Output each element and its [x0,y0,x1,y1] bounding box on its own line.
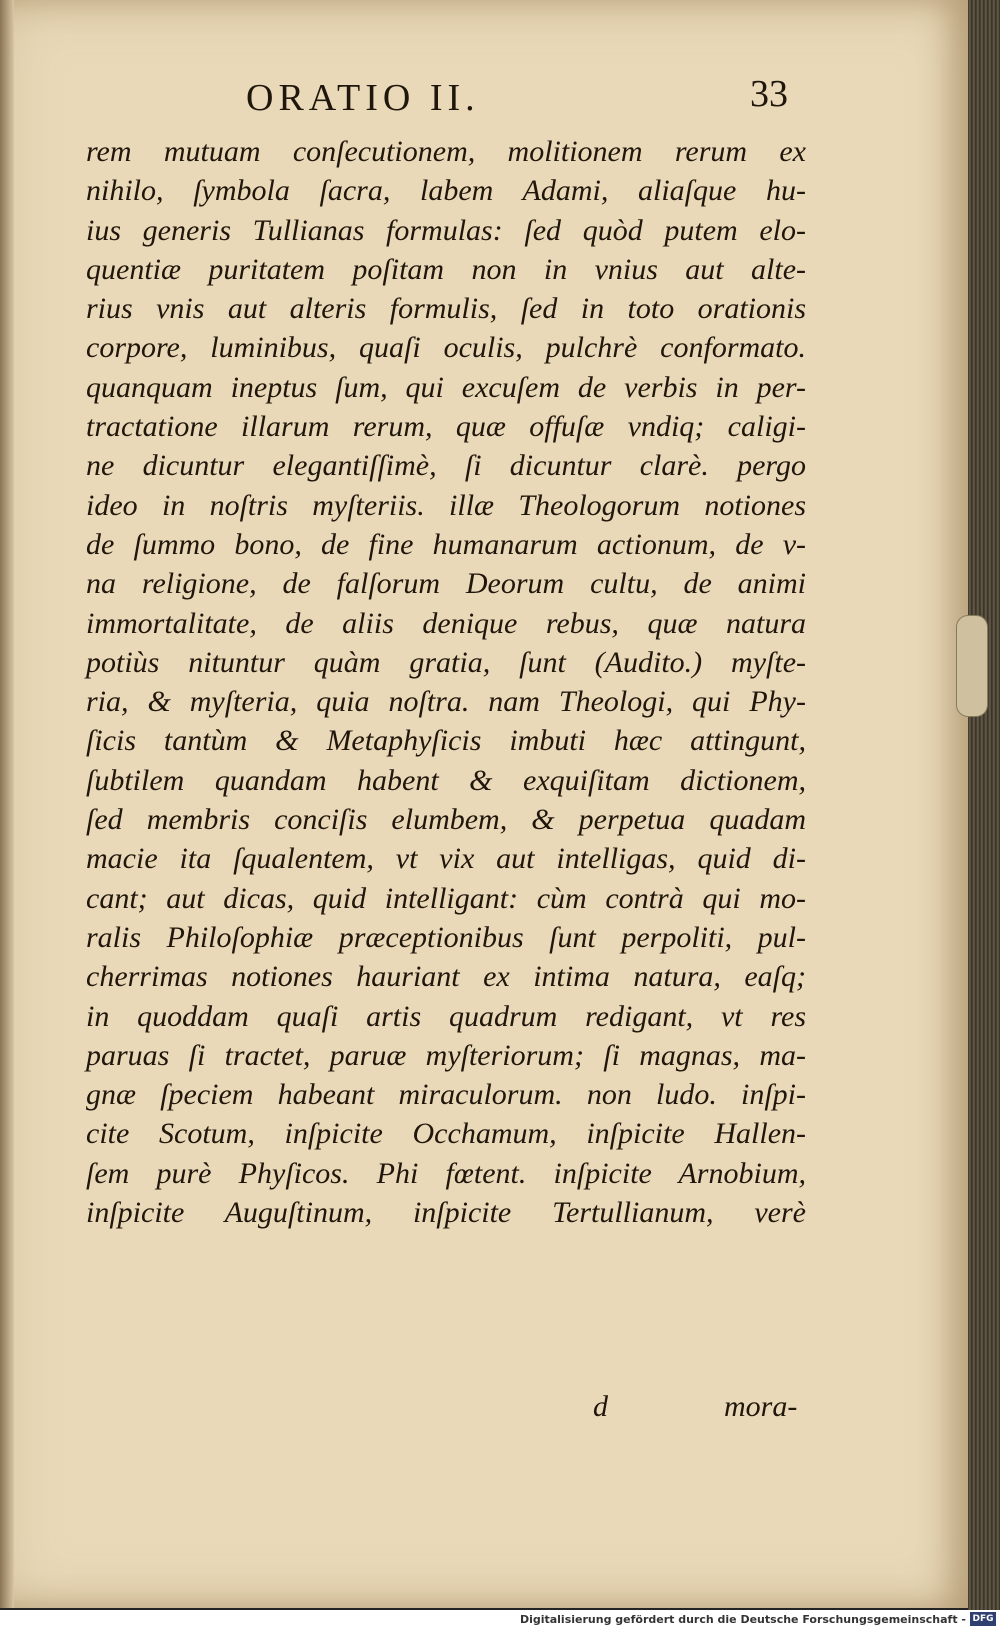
page-gutter [0,0,14,1608]
text-line: gnæ ſpeciem habeant miraculorum. non ludo. inſpi- [86,1078,806,1112]
text-line: ſubtilem quandam habent & exquiſitam dictionem, [86,763,806,797]
text-line: ne dicuntur elegantiſſimè, ſi dicuntur clarè. pergo [86,449,806,483]
text-line: quanquam ineptus ſum, qui excuſem de verbis in per- [86,370,806,404]
text-line: in quoddam quaſi artis quadrum redigant, vt res [86,999,806,1033]
text-line: ſed membris conciſis elumbem, & perpetua quadam [86,803,806,837]
text-line: ralis Philoſophiæ præceptionibus ſunt perpoliti, pul- [86,920,806,954]
page-clip [956,615,988,717]
running-head: ORATIO II. [246,77,480,119]
text-line: paruas ſi tractet, paruæ myſteriorum; ſi magnas, ma- [86,1038,806,1072]
text-line: ideo in noſtris myſteriis. illæ Theologorum notiones [86,488,806,522]
body-text [86,132,806,1232]
text-line: inſpicite Auguſtinum, inſpicite Tertullianum, verè [86,1196,806,1230]
text-line: rius vnis aut alteris formulis, ſed in toto orationis [86,292,806,326]
text-line: cherrimas notiones hauriant ex intima natura, eaſq; [86,960,806,994]
text-line: rem mutuam conſecutionem, molitionem rerum ex [86,135,806,168]
text-line: macie ita ſqualentem, vt vix aut intelligas, quid di- [86,842,806,876]
text-line: ria, & myſteria, quia noſtra. nam Theologi, qui Phy- [86,685,806,719]
dfg-logo: DFG [970,1612,996,1626]
text-line: ſem purè Phyſicos. Phi fœtent. inſpicite Arnobium, [86,1156,806,1190]
text-line: corpore, luminibus, quaſi oculis, pulchrè conformato. [86,331,806,365]
text-line: ius generis Tullianas formulas: ſed quòd putem elo- [86,213,806,247]
text-line: de ſummo bono, de fine humanarum actionum, de v- [86,527,806,561]
text-line: immortalitate, de aliis denique rebus, quæ natura [86,606,806,640]
page-edges [968,0,1000,1610]
text-line: quentiæ puritatem poſitam non in vnius aut alte- [86,252,806,286]
text-line: nihilo, ſymbola ſacra, labem Adami, aliaſque hu- [86,174,806,208]
text-line: cant; aut dicas, quid intelligant: cùm contrà qui mo- [86,881,806,915]
text-line: ſicis tantùm & Metaphyſicis imbuti hæc attingunt, [86,724,806,758]
text-line: cite Scotum, inſpicite Occhamum, inſpicite Hallen- [86,1117,806,1151]
footer-credit: Digitalisierung gefördert durch die Deutsche Forschungsgemeinschaft - [519,1613,966,1626]
page-number: 33 [750,73,788,115]
text-line: tractatione illarum rerum, quæ offuſæ vndiq; caligi- [86,410,806,444]
signature-mark: d [593,1390,608,1423]
text-line: na religione, de falſorum Deorum cultu, de animi [86,567,806,601]
text-line: potiùs nituntur quàm gratia, ſunt (Audito.) myſte- [86,645,806,679]
catchword: mora- [724,1390,798,1423]
